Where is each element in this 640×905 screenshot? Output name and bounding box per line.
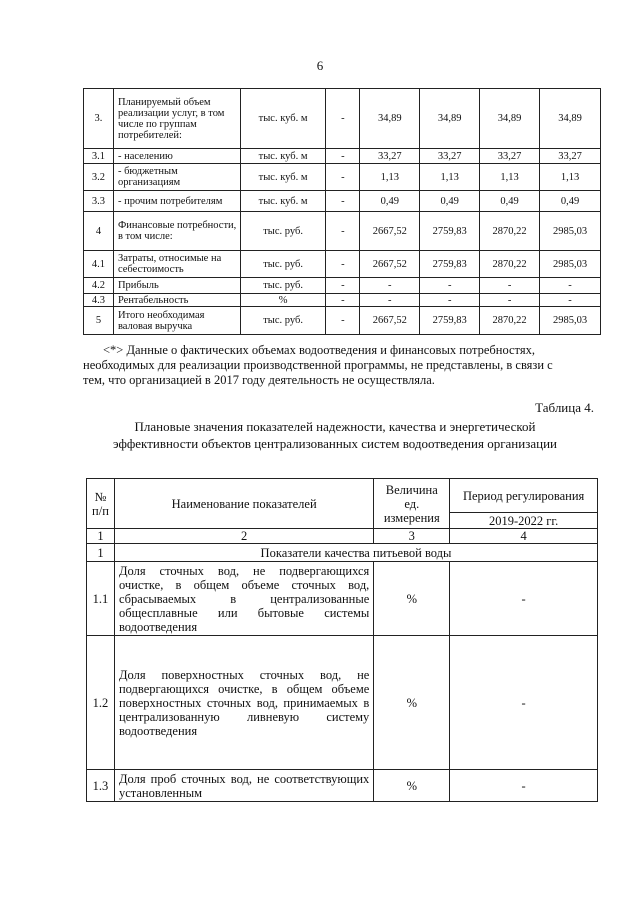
row-value: 34,89 xyxy=(540,89,601,149)
section-title: Показатели качества питьевой воды xyxy=(114,544,597,562)
column-index: 1 xyxy=(87,529,115,544)
row-name: Доля сточных вод, не подвергающихся очистке, в общем объеме сточных вод, сбрасываемых в централизованные общесплавные или бытовые системы водоотведения xyxy=(114,562,373,636)
row-value: 33,27 xyxy=(360,149,420,164)
row-number: 4.1 xyxy=(84,251,114,278)
footnote xyxy=(83,343,599,388)
table-row xyxy=(84,251,601,278)
row-base: - xyxy=(326,89,360,149)
section-row xyxy=(87,544,598,562)
column-index: 3 xyxy=(374,529,450,544)
page-number: 6 xyxy=(316,58,324,73)
table-row xyxy=(84,278,601,294)
row-base: - xyxy=(326,149,360,164)
row-unit: % xyxy=(374,562,450,636)
row-unit: тыс. руб. xyxy=(240,251,326,278)
row-base: - xyxy=(326,307,360,335)
row-unit: % xyxy=(240,294,326,307)
production-volume-table xyxy=(83,88,601,335)
row-value: 2759,83 xyxy=(420,212,480,251)
table-title-line: эффективности объектов централизованных систем водоотведения организации xyxy=(113,436,557,451)
row-unit: тыс. руб. xyxy=(240,278,326,294)
row-base: - xyxy=(326,191,360,212)
table-row xyxy=(84,89,601,149)
row-unit: тыс. руб. xyxy=(240,307,326,335)
row-value: 1,13 xyxy=(420,164,480,191)
row-base: - xyxy=(326,251,360,278)
row-base: - xyxy=(326,278,360,294)
table-row xyxy=(84,307,601,335)
table-row xyxy=(84,164,601,191)
row-value: - xyxy=(360,278,420,294)
row-number: 1.2 xyxy=(87,636,115,770)
row-value: 2985,03 xyxy=(540,307,601,335)
row-number: 5 xyxy=(84,307,114,335)
table-row xyxy=(87,562,598,636)
row-unit: тыс. куб. м xyxy=(240,89,326,149)
table-row xyxy=(84,294,601,307)
row-value: 2870,22 xyxy=(480,251,540,278)
row-base: - xyxy=(326,212,360,251)
row-number: 3. xyxy=(84,89,114,149)
section-number: 1 xyxy=(87,544,115,562)
row-value: 2870,22 xyxy=(480,307,540,335)
row-unit: % xyxy=(374,770,450,802)
footnote-line: необходимых для реализации производственной программы, не представлены, в связи с xyxy=(83,358,553,372)
row-value: 0,49 xyxy=(480,191,540,212)
row-name: - прочим потребителям xyxy=(113,191,240,212)
row-value: - xyxy=(450,636,598,770)
row-value: - xyxy=(540,294,601,307)
row-unit: тыс. куб. м xyxy=(240,149,326,164)
row-name: Прибыль xyxy=(113,278,240,294)
row-number: 3.1 xyxy=(84,149,114,164)
table-label: Таблица 4. xyxy=(535,400,594,415)
row-value: 0,49 xyxy=(540,191,601,212)
row-value: 34,89 xyxy=(480,89,540,149)
row-value: - xyxy=(450,770,598,802)
row-value: 2870,22 xyxy=(480,212,540,251)
row-name: - населению xyxy=(113,149,240,164)
row-name: Доля поверхностных сточных вод, не подвергающихся очистке, в общем объеме поверхностных сточных вод, принимаемых в централизованную ливневую систему водоотведения xyxy=(114,636,373,770)
header-row xyxy=(87,479,598,513)
table-row xyxy=(87,636,598,770)
row-name: Планируемый объем реализации услуг, в том числе по группам потребителей: xyxy=(113,89,240,149)
row-value: 2667,52 xyxy=(360,307,420,335)
header-name: Наименование показателей xyxy=(114,479,373,529)
index-row xyxy=(87,529,598,544)
row-value: - xyxy=(480,294,540,307)
column-index: 2 xyxy=(114,529,373,544)
footnote-line: <*> Данные о фактических объемах водоотведения и финансовых потребностях, xyxy=(103,343,535,357)
row-value: - xyxy=(420,294,480,307)
row-value: - xyxy=(360,294,420,307)
row-value: 33,27 xyxy=(540,149,601,164)
row-name: Рентабельность xyxy=(113,294,240,307)
row-value: 1,13 xyxy=(360,164,420,191)
row-name: - бюджетным организациям xyxy=(113,164,240,191)
row-value: 2759,83 xyxy=(420,251,480,278)
table-title-line: Плановые значения показателей надежности, качества и энергетической xyxy=(134,419,536,434)
row-name: Затраты, относимые на себестоимость xyxy=(113,251,240,278)
row-value: 34,89 xyxy=(420,89,480,149)
header-num: № п/п xyxy=(87,479,115,529)
row-number: 4 xyxy=(84,212,114,251)
row-name: Доля проб сточных вод, не соответствующих установленным xyxy=(114,770,373,802)
row-value: 2667,52 xyxy=(360,212,420,251)
row-value: 0,49 xyxy=(360,191,420,212)
table-title xyxy=(90,418,580,452)
row-value: 2985,03 xyxy=(540,212,601,251)
row-value: 2985,03 xyxy=(540,251,601,278)
row-number: 4.3 xyxy=(84,294,114,307)
row-value: 2759,83 xyxy=(420,307,480,335)
row-value: - xyxy=(480,278,540,294)
row-name: Финансовые потребности, в том числе: xyxy=(113,212,240,251)
row-value: 1,13 xyxy=(540,164,601,191)
row-value: - xyxy=(450,562,598,636)
table-row xyxy=(84,191,601,212)
row-value: 33,27 xyxy=(420,149,480,164)
row-unit: тыс. куб. м xyxy=(240,191,326,212)
table-row xyxy=(87,770,598,802)
footnote-line: тем, что организацией в 2017 году деятельность не осуществляла. xyxy=(83,373,435,387)
column-index: 4 xyxy=(450,529,598,544)
row-value: - xyxy=(540,278,601,294)
row-number: 1.3 xyxy=(87,770,115,802)
row-number: 4.2 xyxy=(84,278,114,294)
row-base: - xyxy=(326,294,360,307)
row-unit: тыс. руб. xyxy=(240,212,326,251)
header-period: Период регулирования xyxy=(450,479,598,513)
row-number: 3.2 xyxy=(84,164,114,191)
row-unit: тыс. куб. м xyxy=(240,164,326,191)
row-value: - xyxy=(420,278,480,294)
header-years: 2019-2022 гг. xyxy=(450,513,598,529)
row-value: 33,27 xyxy=(480,149,540,164)
row-value: 2667,52 xyxy=(360,251,420,278)
header-unit: Величина ед. измерения xyxy=(374,479,450,529)
row-value: 1,13 xyxy=(480,164,540,191)
row-name: Итого необходимая валовая выручка xyxy=(113,307,240,335)
row-number: 1.1 xyxy=(87,562,115,636)
row-base: - xyxy=(326,164,360,191)
row-unit: % xyxy=(374,636,450,770)
reliability-indicators-table xyxy=(86,478,598,802)
table-row xyxy=(84,149,601,164)
row-value: 34,89 xyxy=(360,89,420,149)
row-value: 0,49 xyxy=(420,191,480,212)
row-number: 3.3 xyxy=(84,191,114,212)
table-row xyxy=(84,212,601,251)
